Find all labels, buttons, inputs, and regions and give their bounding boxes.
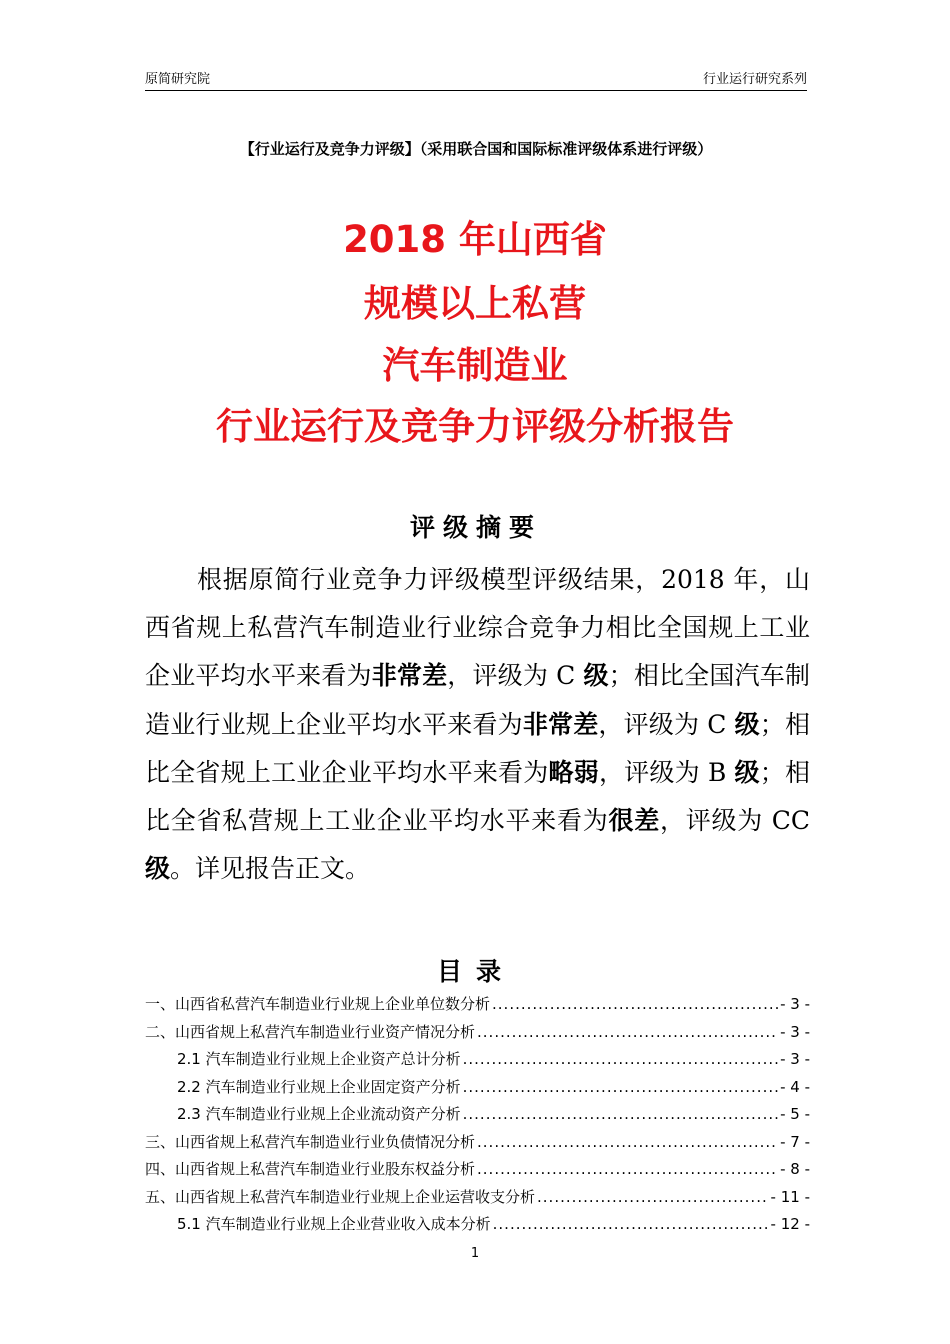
report-title-line-1: 2018 年山西省 — [343, 218, 607, 261]
toc-leader — [493, 1213, 769, 1235]
toc-entry[interactable] — [145, 993, 810, 1021]
toc-leader — [537, 1186, 769, 1208]
toc-entry-page: - 4 - — [780, 1077, 810, 1096]
toc-entry-text: 2.2 汽车制造业行业规上企业固定资产分析 — [177, 1077, 461, 1096]
toc-entry[interactable] — [145, 1103, 810, 1131]
page-header — [145, 64, 807, 91]
summary-text: 。详见报告正文。 — [170, 854, 371, 884]
toc-entry-text: 5.1 汽车制造业行业规上企业营业收入成本分析 — [177, 1215, 491, 1233]
summary-text: ；相比全省规上工业企业平均水平来看为 — [145, 709, 810, 787]
toc-leader — [477, 1021, 778, 1043]
summary-text: ；相比全省私营规上工业企业平均水平来看为 — [145, 757, 810, 836]
toc-leader — [477, 1131, 778, 1153]
toc-entry-text: 五、山西省规上私营汽车制造业行业规上企业运营收支分析 — [145, 1187, 536, 1206]
toc-entry[interactable] — [145, 1131, 810, 1159]
toc-entry-page: - 8 - — [780, 1160, 810, 1178]
summary-text: 根据原简行业竞争力评级模型评级结果，2018 年，山西省规上私营汽车制造业行业综合竞争力相比全国规上工业企业平均水平来看为 — [145, 565, 810, 691]
toc-entry-page: - 11 - — [770, 1187, 810, 1206]
summary-text: ，评级为 C — [447, 661, 584, 691]
toc-entry[interactable] — [145, 1186, 810, 1214]
toc-entry[interactable] — [145, 1076, 810, 1104]
grade-suffix: 级 — [734, 757, 760, 787]
grade-suffix: 级 — [734, 709, 760, 739]
rating-system-tag: 【行业运行及竞争力评级】（采用联合国和国际标准评级体系进行评级） — [239, 140, 713, 158]
table-of-contents — [145, 993, 810, 1241]
toc-leader — [463, 1048, 778, 1070]
toc-entry-text: 三、山西省规上私营汽车制造业行业负债情况分析 — [145, 1132, 476, 1151]
toc-entry[interactable] — [145, 1213, 810, 1241]
summary-text: ；相比全国汽车制造业行业规上企业平均水平来看为 — [145, 661, 810, 739]
toc-entry-text: 2.1 汽车制造业行业规上企业资产总计分析 — [177, 1050, 461, 1068]
toc-leader — [463, 1076, 778, 1098]
report-title-line-3: 汽车制造业 — [382, 344, 568, 387]
grade-suffix: 级 — [145, 854, 171, 884]
summary-text: ，评级为 C — [598, 709, 735, 739]
toc-heading: 目录 — [436, 957, 515, 986]
rating-word: 略弱 — [548, 757, 599, 787]
toc-entry[interactable] — [145, 1158, 810, 1186]
header-series-name: 行业运行研究系列 — [702, 72, 807, 87]
report-title-line-4: 行业运行及竞争力评级分析报告 — [216, 405, 734, 448]
summary-text: ，评级为 B — [598, 757, 735, 787]
toc-entry-text: 二、山西省规上私营汽车制造业行业资产情况分析 — [145, 1022, 476, 1041]
page-number: 1 — [470, 1246, 480, 1261]
toc-entry-page: - 3 - — [780, 995, 810, 1013]
summary-heading: 评级摘要 — [409, 513, 542, 542]
toc-entry-page: - 12 - — [770, 1215, 810, 1233]
header-org-name: 原简研究院 — [145, 72, 211, 87]
toc-entry[interactable] — [145, 1048, 810, 1076]
report-title-line-2: 规模以上私营 — [364, 282, 586, 325]
rating-word: 非常差 — [522, 709, 599, 739]
toc-leader — [477, 1158, 778, 1180]
toc-entry-page: - 3 - — [780, 1022, 810, 1041]
toc-entry-page: - 5 - — [780, 1105, 810, 1123]
toc-entry-text: 2.3 汽车制造业行业规上企业流动资产分析 — [177, 1105, 461, 1123]
summary-text: ，评级为 CC — [660, 806, 810, 836]
toc-entry-text: 一、山西省私营汽车制造业行业规上企业单位数分析 — [145, 995, 491, 1013]
summary-paragraph — [145, 556, 810, 893]
toc-entry-page: - 3 - — [780, 1050, 810, 1068]
toc-leader — [492, 993, 778, 1015]
toc-entry[interactable] — [145, 1021, 810, 1049]
grade-suffix: 级 — [583, 661, 609, 691]
toc-entry-page: - 7 - — [780, 1132, 810, 1151]
rating-word: 非常差 — [371, 661, 448, 691]
toc-entry-text: 四、山西省规上私营汽车制造业行业股东权益分析 — [145, 1160, 476, 1178]
rating-word: 很差 — [608, 806, 661, 836]
toc-leader — [463, 1103, 778, 1125]
